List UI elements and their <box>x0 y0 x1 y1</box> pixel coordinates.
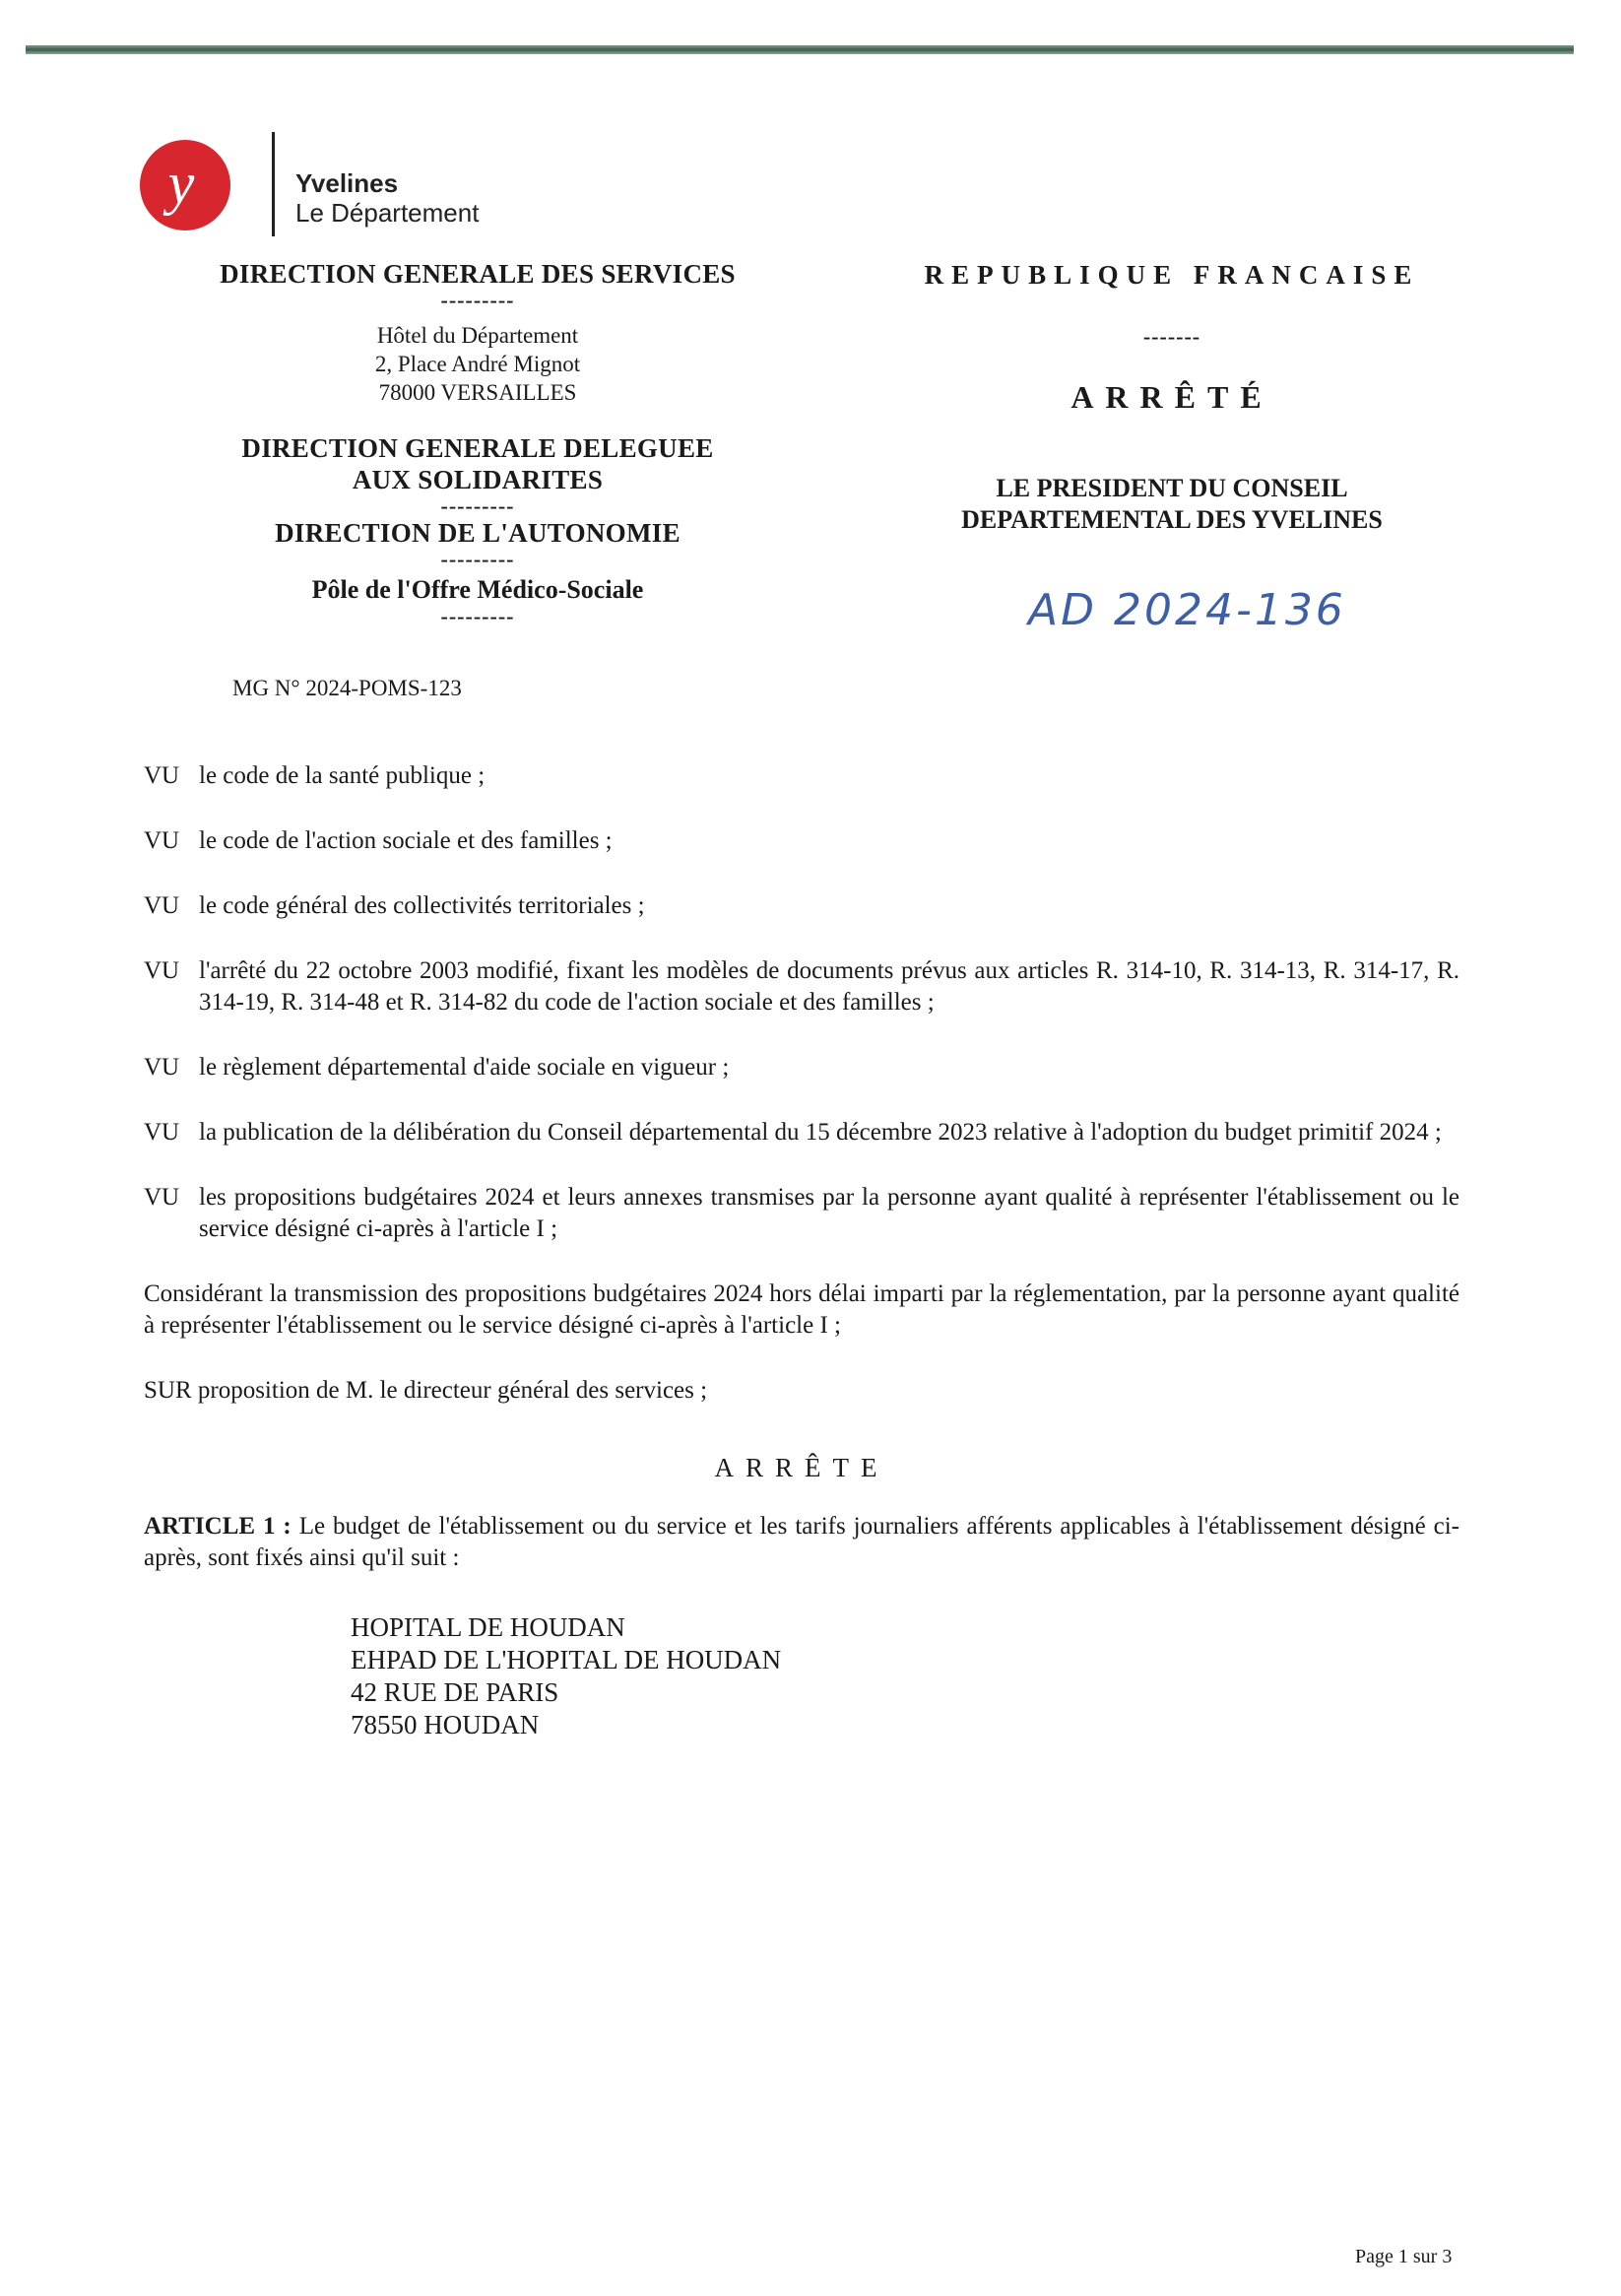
visa-text: la publication de la délibération du Conseil départemental du 15 décembre 2023 relative à l'adoption du budget primitif 2024 ; <box>199 1119 1442 1146</box>
right-header <box>867 260 1477 536</box>
visa-keyword: VU <box>144 1054 180 1081</box>
visa-text: le code général des collectivités territoriales ; <box>199 892 645 919</box>
establishment-block <box>351 1611 1459 1741</box>
visa-text: les propositions budgétaires 2024 et leurs annexes transmises par la personne ayant qualité à représenter l'établissement ou le service désigné ci-après à l'article I ; <box>199 1184 1459 1242</box>
page-number: Page 1 sur 3 <box>1355 2246 1453 2267</box>
logo-subtitle: Le Département <box>295 198 480 228</box>
separator: ------- <box>1142 324 1201 349</box>
svg-text:’: ’ <box>209 146 223 190</box>
address-line: Hôtel du Département <box>376 323 579 348</box>
visa-keyword: VU <box>144 957 180 984</box>
separator: --------- <box>440 604 515 628</box>
visa-item <box>144 825 1459 857</box>
direction-heading: DIRECTION DE L'AUTONOMIE <box>275 518 681 548</box>
visa-item <box>144 890 1459 922</box>
establishment-line: 42 RUE DE PARIS <box>351 1677 559 1707</box>
dgs-heading: DIRECTION GENERALE DES SERVICES <box>220 259 736 289</box>
top-border-line <box>26 45 1574 54</box>
reference-number: MG N° 2024-POMS-123 <box>232 676 462 700</box>
arrete-title: ARRÊTE <box>714 1453 889 1482</box>
sur-proposition: SUR proposition de M. le directeur général des services ; <box>144 1377 708 1404</box>
article-1 <box>144 1511 1459 1574</box>
visa-keyword: VU <box>144 892 180 919</box>
visa-item <box>144 760 1459 792</box>
republique-heading: REPUBLIQUE FRANCAISE <box>924 260 1420 290</box>
visa-item <box>144 1117 1459 1148</box>
considerant-paragraph: Considérant la transmission des propositions budgétaires 2024 hors délai imparti par la réglementation, par la personne ayant qualité à représenter l'établissement ou le service désigné ci-après à l'article I ; <box>144 1280 1459 1339</box>
document-body <box>144 760 1459 1741</box>
visa-text: le code de la santé publique ; <box>199 762 486 789</box>
visa-text: le code de l'action sociale et des familles ; <box>199 827 613 854</box>
president-line1: LE PRESIDENT DU CONSEIL <box>996 474 1348 502</box>
establishment-line: EHPAD DE L'HOPITAL DE HOUDAN <box>351 1645 782 1674</box>
separator: --------- <box>440 493 515 518</box>
address-line: 78000 VERSAILLES <box>378 380 577 405</box>
visa-keyword: VU <box>144 1119 180 1146</box>
president-line2: DEPARTEMENTAL DES YVELINES <box>961 505 1383 534</box>
address-line: 2, Place André Mignot <box>374 352 581 376</box>
arrete-heading: ARRÊTÉ <box>1070 379 1273 415</box>
article-text: Le budget de l'établissement ou du service et les tarifs journaliers afférents applicables à l'établissement désigné ci-après, sont fixés ainsi qu'il suit : <box>144 1513 1459 1571</box>
establishment-line: 78550 HOUDAN <box>351 1710 540 1739</box>
logo-name: Yvelines <box>295 168 399 198</box>
visa-keyword: VU <box>144 762 180 789</box>
visa-item <box>144 1052 1459 1083</box>
establishment-line: HOPITAL DE HOUDAN <box>351 1612 625 1642</box>
visa-text: l'arrêté du 22 octobre 2003 modifié, fixant les modèles de documents prévus aux articles R. 314-10, R. 314-13, R. 314-17, R. 314-19, R. 314-48 et R. 314-82 du code de l'action sociale et des familles ; <box>199 957 1459 1016</box>
yvelines-logo <box>138 126 492 244</box>
svg-text:AD 2024-136: AD 2024-136 <box>1028 585 1346 635</box>
separator: --------- <box>440 288 515 312</box>
visa-keyword: VU <box>144 1184 180 1211</box>
pole-heading: Pôle de l'Offre Médico-Sociale <box>311 575 644 604</box>
handwritten-arrete-number <box>1024 579 1418 638</box>
logo-emblem-icon <box>138 138 232 232</box>
article-label: ARTICLE 1 : <box>144 1513 292 1540</box>
svg-text:y: y <box>167 151 195 216</box>
visa-text: le règlement départemental d'aide sociale en vigueur ; <box>199 1054 730 1081</box>
dgd-heading-line1: DIRECTION GENERALE DELEGUEE <box>241 433 714 463</box>
visa-keyword: VU <box>144 827 180 854</box>
dgd-heading-line2: AUX SOLIDARITES <box>352 465 604 494</box>
separator: --------- <box>440 547 515 571</box>
visa-item <box>144 1182 1459 1245</box>
visa-item <box>144 955 1459 1018</box>
logo-divider <box>272 132 275 236</box>
left-header <box>158 258 798 627</box>
